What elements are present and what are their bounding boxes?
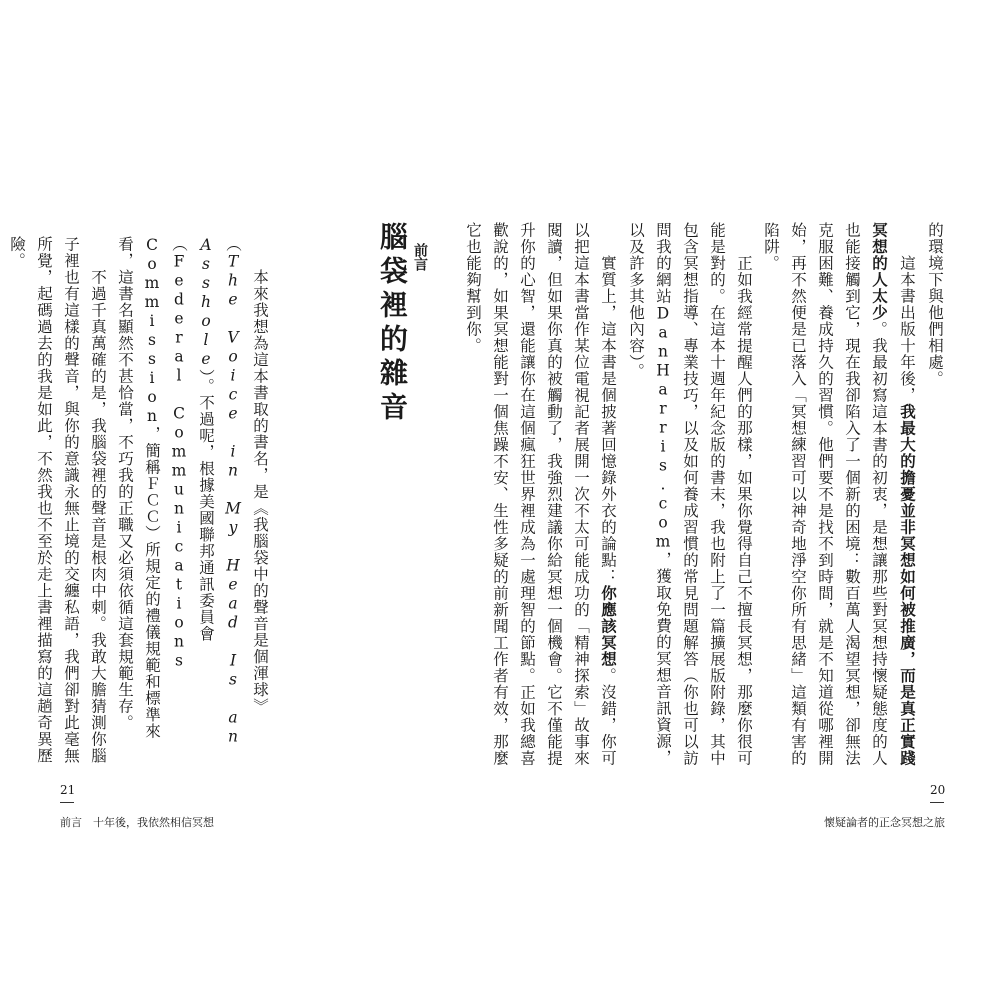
paragraph-2: 不過千真萬確的是，我腦袋裡的聲音是根肉中刺。我敢大膽猜測你腦子裡也有這樣的聲音，與你的意識永無止境的交纏私語，我們卻對此毫無所覺，起碼過去的我是如此，不然我也不至於走上書裡描寫的這趟奇異歷險。: [8, 236, 107, 764]
paragraph-1-end: ）。不過呢，根據美國聯邦通訊委員會（Federal Communications Commission，簡稱ＦＣＣ）所規定的禮儀規範和標準來看，這書名顯然不甚恰當，不巧我的正職又必須依循這套規範生存。: [116, 236, 215, 740]
paragraph-3-bold: 你應該冥想: [599, 585, 618, 668]
chapter-tag: 前言: [412, 243, 428, 271]
chapter-title: 腦袋裡的雜音: [376, 222, 409, 426]
paragraph-1-start: 本來我想為這本書取的書名，是《我腦袋中的聲音是個渾球》（: [224, 236, 269, 715]
paragraph-1-start: 這本書出版十年後，: [898, 222, 916, 404]
paragraph-1-bold: 我最大的擔憂並非冥想如何被推廣，而是真正實踐冥想的人太少: [870, 222, 917, 767]
folio-rule: [60, 802, 74, 803]
running-head: 懷疑論者的正念冥想之旅: [824, 816, 945, 829]
english-title: The Voice in My Head Is an Asshole: [197, 236, 242, 766]
page-number: 21: [60, 783, 76, 797]
right-body-text: [464, 222, 948, 767]
paragraph-0: 的環境下與他們相處。: [926, 222, 944, 387]
left-body-text: [8, 236, 273, 766]
folio-rule: [930, 802, 944, 803]
paragraph-3-end: 。沒錯，你可以把這本書當作某位電視記者展開一次不太可能成功的「精神探索」故事來閱讀，但如果你真的被觸動了，我強烈建議你給冥想一個機會。它不僅能提升你的心智，還能讓你在這個瘋狂世界裡成為一處理智的節點。正如我總喜歡說的，如果冥想能對一個焦躁不安、生性多疑的前新聞工作者有效，那麼它也能夠幫到你。: [464, 222, 617, 767]
paragraph-3-start: 實質上，這本書是個披著回憶錄外衣的論點：: [599, 222, 617, 585]
running-head: 前言 十年後，我依然相信冥想: [60, 816, 214, 829]
paragraph-2: 正如我經常提醒人們的那樣，如果你覺得自己不擅長冥想，那麼你很可能是對的。在這本十週年紀念版的書末，我也附上了一篇擴展版附錄，其中包含冥想指導、專業技巧，以及如何養成習慣的常見問題解答（你也可以訪問我的網站DanHarris.com，獲取免費的冥想音訊資源，以及許多其他內容）。: [627, 222, 753, 767]
paragraph-1-end: 。我最初寫這本書的初衷，是想讓那些對冥想持懷疑態度的人也能接觸到它，現在我卻陷入了一個新的困境：數百萬人渴望冥想，卻無法克服困難、養成持久的習慣。他們要不是找不到時間，就是不知道從哪裡開始，再不然便是已落入「冥想練習可以神奇地淨空你所有思緒」這類有害的陷阱。: [762, 222, 888, 767]
right-page: [464, 0, 1000, 1000]
page-number: 20: [930, 783, 946, 797]
